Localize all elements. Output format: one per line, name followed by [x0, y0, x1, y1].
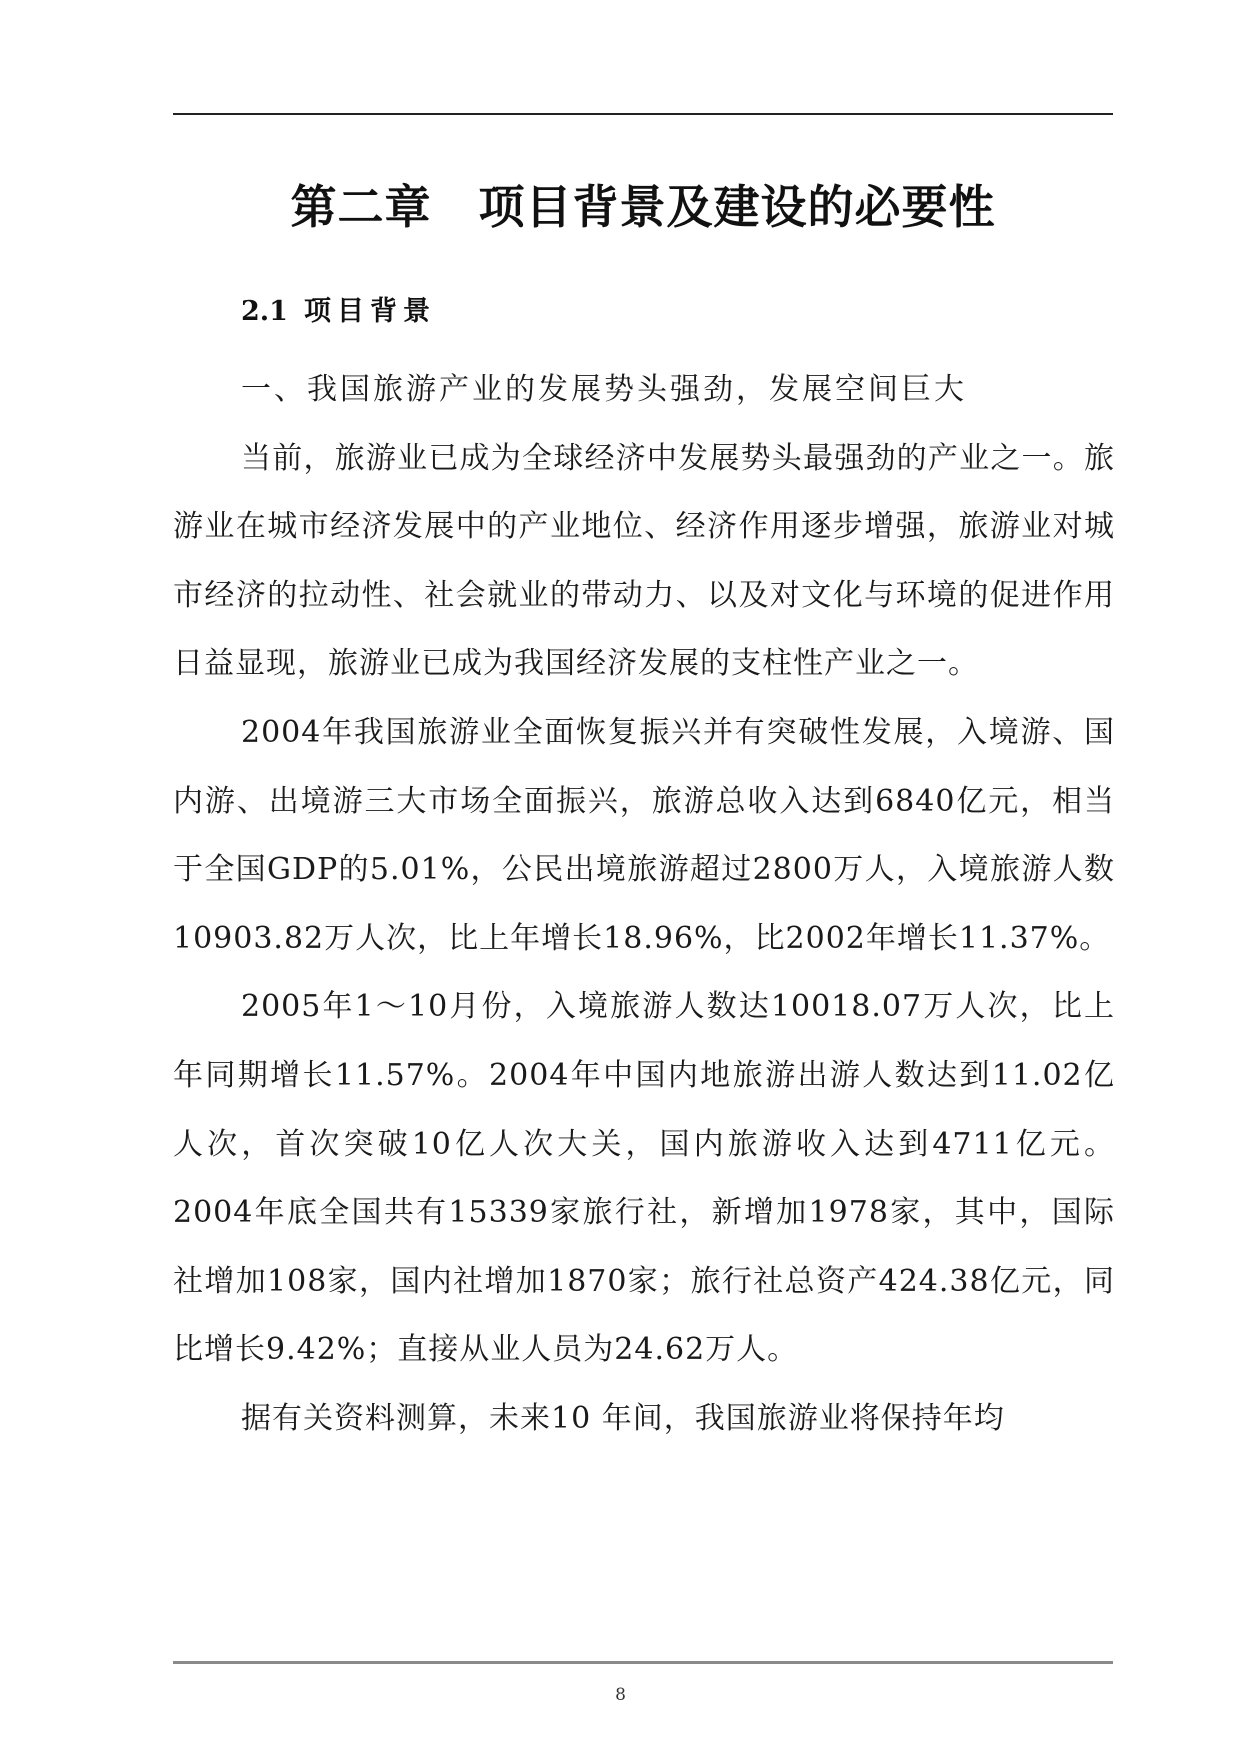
- paragraph: 当前，旅游业已成为全球经济中发展势头最强劲的产业之一。旅游业在城市经济发展中的产业地位、经济作用逐步增强，旅游业对城市经济的拉动性、社会就业的带动力、以及对文化与环境的促进作用日益显现，旅游业已成为我国经济发展的支柱性产业之一。: [173, 440, 1115, 682]
- paragraph: 2004年我国旅游业全面恢复振兴并有突破性发展，入境游、国内游、出境游三大市场全面振兴，旅游总收入达到6840亿元，相当于全国GDP的5.01%，公民出境旅游超过2800万人，入境旅游人数10903.82万人次，比上年增长18.96%，比2002年增长11.37%。: [173, 714, 1115, 956]
- paragraph: 据有关资料测算，未来10 年间，我国旅游业将保持年均: [241, 1400, 1005, 1436]
- page-number: 8: [615, 1685, 626, 1705]
- chapter-title: 第二章 项目背景及建设的必要性: [290, 180, 996, 234]
- header-rule: [173, 113, 1113, 115]
- section-heading: [241, 292, 436, 332]
- section-number: 2.1: [241, 296, 288, 327]
- paragraph: 2005年1～10月份，入境旅游人数达10018.07万人次，比上年同期增长11.57%。2004年中国内地旅游出游人数达到11.02亿人次，首次突破10亿人次大关，国内旅游收入达到4711亿元。2004年底全国共有15339家旅行社，新增加1978家，其中，国际社增加108家，国内社增加1870家；旅行社总资产424.38亿元，同比增长9.42%；直接从业人员为24.62万人。: [173, 989, 1115, 1368]
- footer-rule: [173, 1661, 1113, 1664]
- body-text: [173, 356, 1115, 1454]
- section-title: 项目背景: [303, 296, 436, 327]
- subheading-paragraph: 一、我国旅游产业的发展势头强劲，发展空间巨大: [241, 372, 967, 407]
